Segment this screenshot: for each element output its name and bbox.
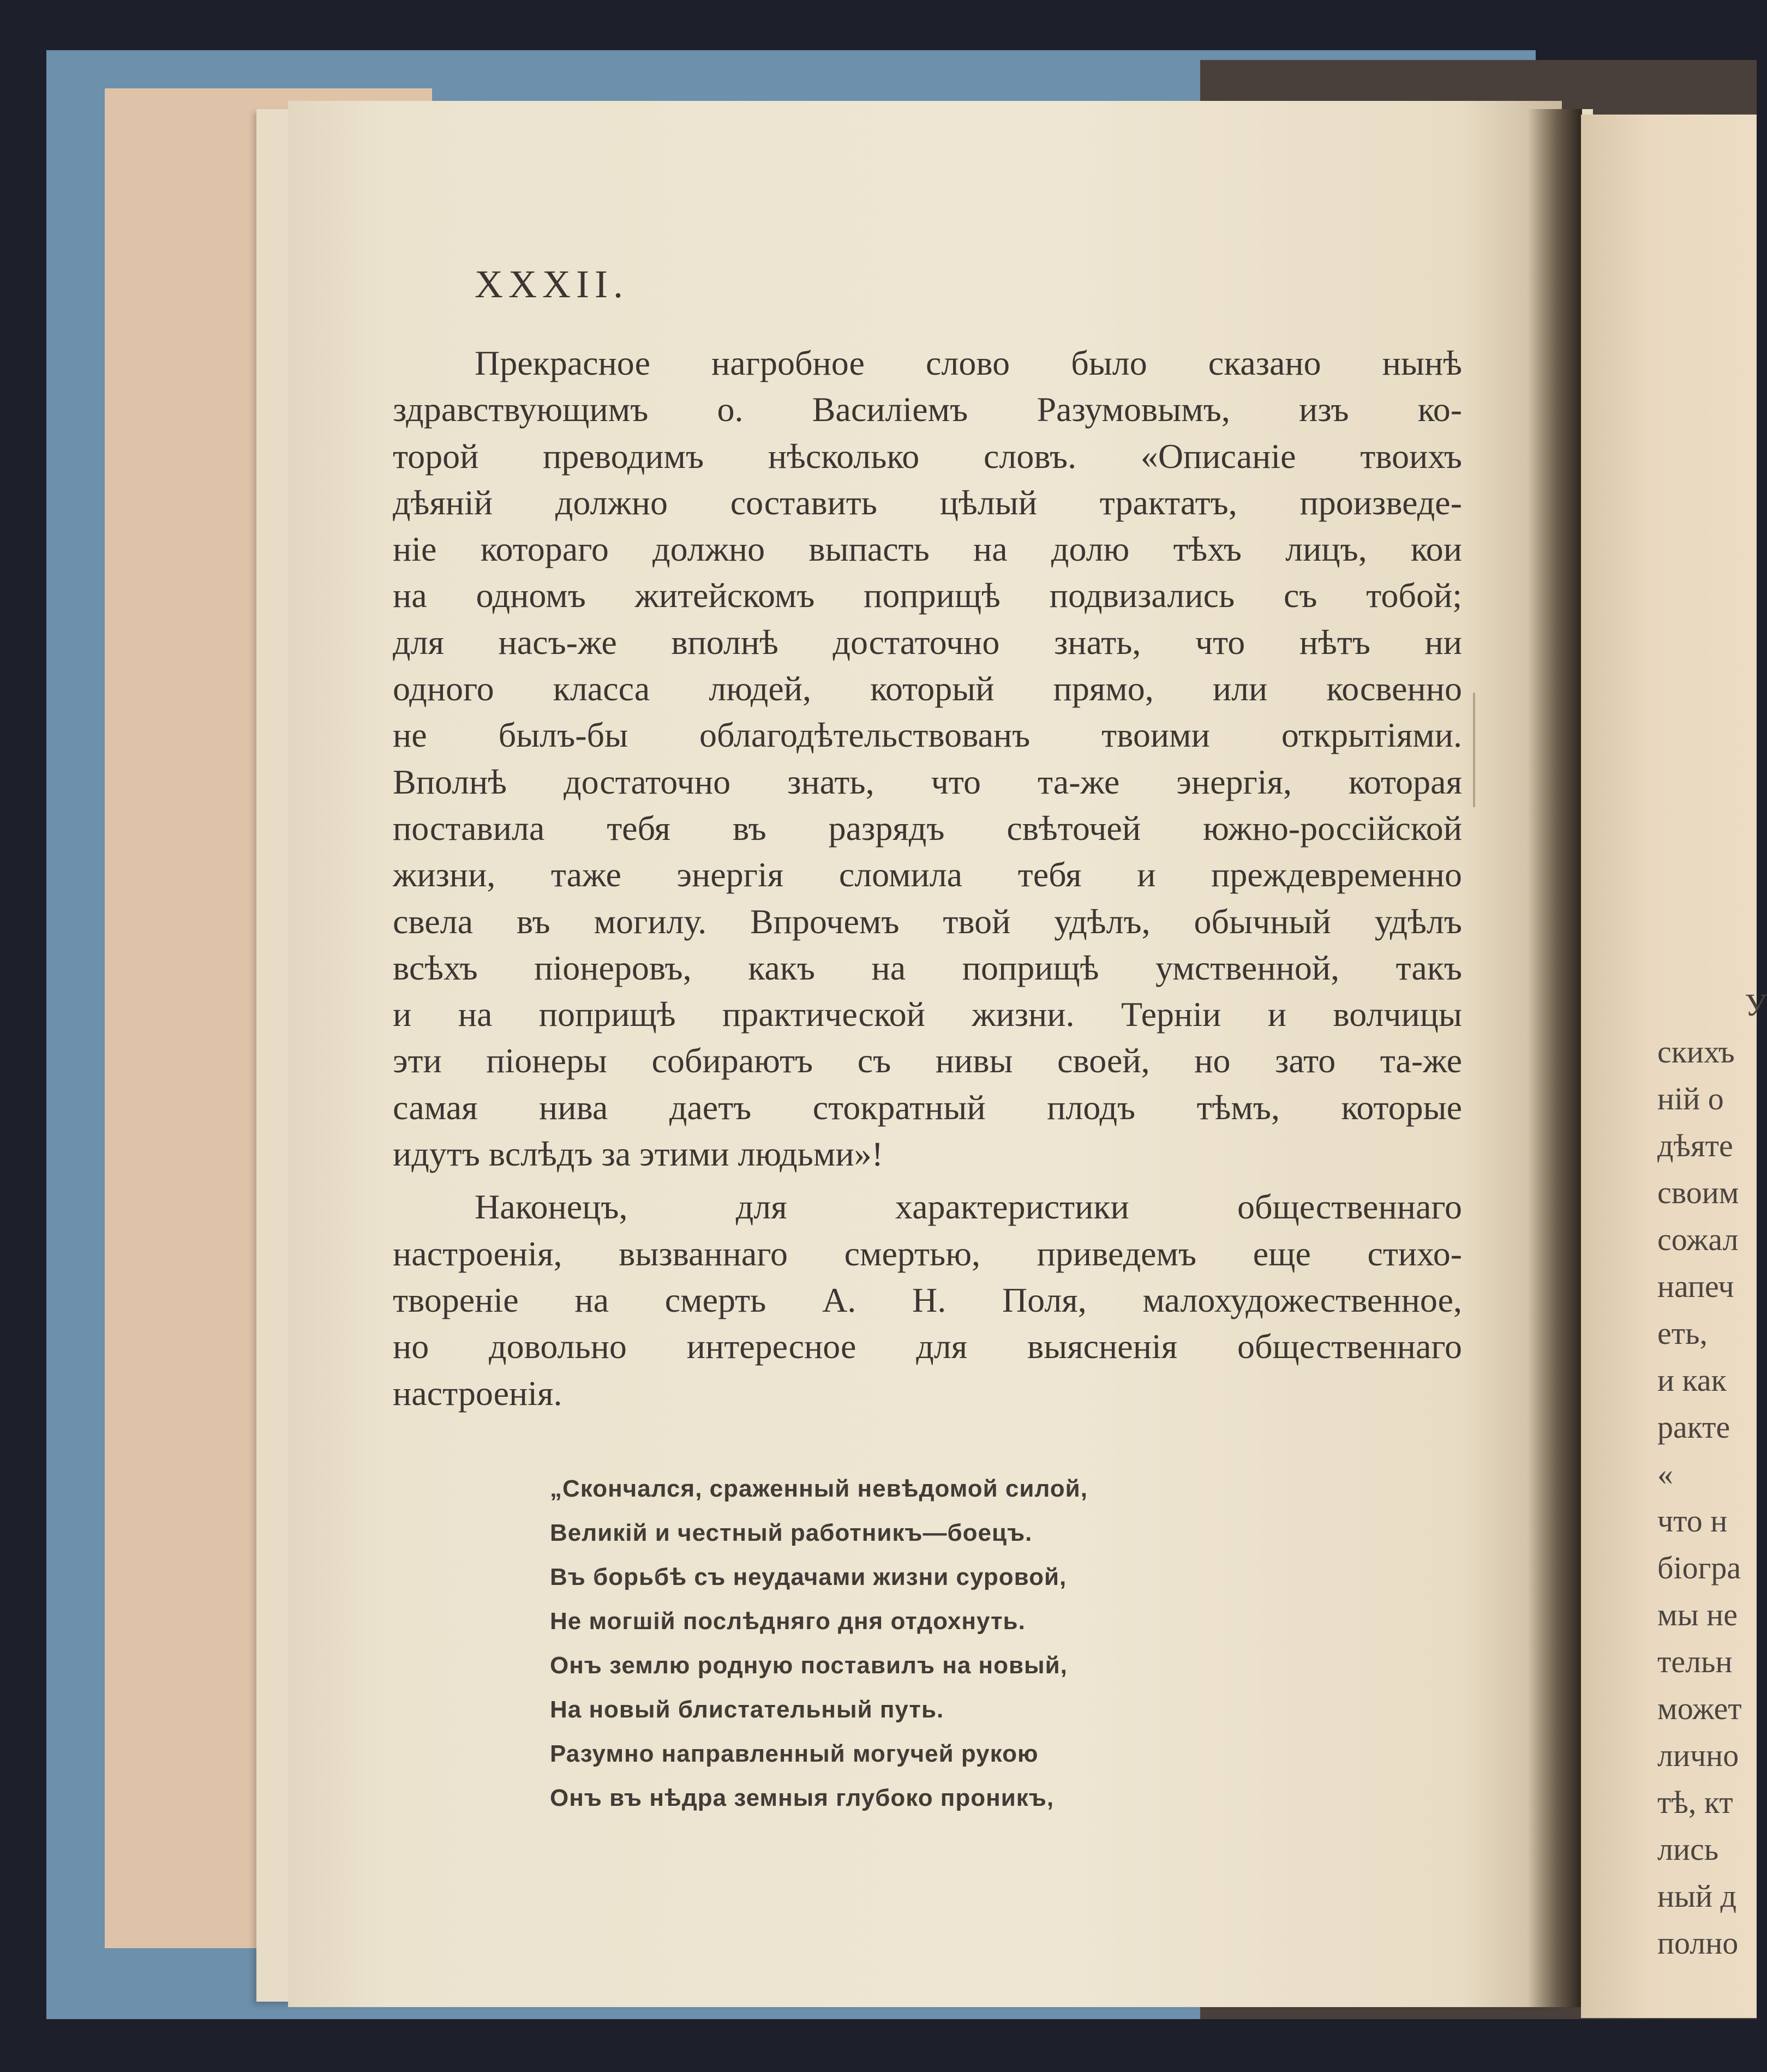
text-line: торой преводимъ нѣсколько словъ. «Описаніе твоихъ xyxy=(393,436,1462,476)
text-line: жизни, таже энергія сломила тебя и преждевременно xyxy=(393,855,1462,894)
background-bottom xyxy=(46,2019,1757,2072)
text-line: для насъ-же вполнѣ достаточно знать, что нѣтъ ни xyxy=(393,622,1462,662)
right-page-line: ній о xyxy=(1657,1081,1724,1116)
right-page-line: и как xyxy=(1657,1362,1727,1398)
poem-block xyxy=(550,1467,1462,1820)
right-page-line: скихъ xyxy=(1657,1034,1735,1070)
text-line: настроенія. xyxy=(393,1373,562,1413)
right-page-initial: У xyxy=(1745,987,1767,1023)
text-line: твореніе на смерть А. Н. Поля, малохудожественное, xyxy=(393,1280,1462,1319)
right-page-line: еть, xyxy=(1657,1316,1708,1351)
right-page-line: напеч xyxy=(1657,1269,1734,1304)
poem-line: Онъ въ нѣдра земныя глубоко проникъ, xyxy=(550,1784,1055,1811)
right-page-line: біогра xyxy=(1657,1550,1741,1585)
right-page-line: ный д xyxy=(1657,1878,1737,1914)
text-line: Наконецъ, для характеристики общественнаго xyxy=(475,1187,1462,1227)
right-page-line: сожал xyxy=(1657,1222,1739,1257)
right-page-line: ракте xyxy=(1657,1409,1730,1445)
page-crease-mark xyxy=(1473,693,1475,807)
text-line: настроенія, вызваннаго смертью, приведемъ еще стихо- xyxy=(393,1234,1462,1273)
poem-line: Не могшій послѣдняго дня отдохнуть. xyxy=(550,1607,1026,1635)
text-line: на одномъ житейскомъ поприщѣ подвизались съ тобой; xyxy=(393,576,1462,615)
chapter-number: XXXII. xyxy=(475,262,628,306)
poem-line: „Скончался, сраженный невѣдомой силой, xyxy=(550,1475,1088,1502)
text-line: не былъ-бы облагодѣтельствованъ твоими открытіями. xyxy=(393,716,1462,755)
text-line: свела въ могилу. Впрочемъ твой удѣлъ, обычный удѣлъ xyxy=(393,902,1462,941)
right-page-line: тѣ, кт xyxy=(1657,1785,1733,1820)
right-page xyxy=(1581,115,1767,2018)
text-line: Вполнѣ достаточно знать, что та-же энергія, которая xyxy=(393,762,1462,801)
left-page-text xyxy=(393,262,1462,1820)
right-page-line: может xyxy=(1657,1691,1742,1726)
text-line: здравствующимъ о. Василіемъ Разумовымъ, изъ ко- xyxy=(393,390,1462,429)
poem-line: Разумно направленный могучей рукою xyxy=(550,1740,1039,1767)
text-line: поставила тебя въ разрядъ свѣточей южно-россійской xyxy=(393,808,1462,848)
text-line: Прекрасное нагробное слово было сказано нынѣ xyxy=(475,344,1462,382)
right-page-line: тельн xyxy=(1657,1644,1733,1679)
text-line: дѣяній должно составить цѣлый трактатъ, произведе- xyxy=(393,483,1462,522)
right-page-line: дѣяте xyxy=(1657,1128,1733,1163)
right-page-line: лично xyxy=(1657,1738,1739,1773)
paragraph-eulogy xyxy=(393,340,1462,1177)
text-line: всѣхъ піонеровъ, какъ на поприщѣ умственной, такъ xyxy=(393,948,1462,987)
right-page-text xyxy=(1657,982,1767,1967)
poem-line: На новый блистательный путь. xyxy=(550,1696,944,1723)
book-gutter xyxy=(1528,109,1582,2007)
text-line: и на поприщѣ практической жизни. Терніи и волчицы xyxy=(393,995,1462,1034)
poem-line: Онъ землю родную поставилъ на новый, xyxy=(550,1651,1068,1679)
text-line: идутъ вслѣдъ за этими людьми»! xyxy=(393,1134,883,1174)
text-line: но довольно интересное для выясненія общественнаго xyxy=(393,1327,1462,1366)
right-page-line: своим xyxy=(1657,1175,1739,1210)
paragraph-conclusion xyxy=(393,1184,1462,1416)
right-page-line: мы не xyxy=(1657,1597,1738,1632)
right-page-line: лись xyxy=(1657,1831,1719,1867)
right-page-line: « xyxy=(1657,1456,1673,1492)
poem-line: Великій и честный работникъ—боецъ. xyxy=(550,1519,1033,1546)
poem-line: Въ борьбѣ съ неудачами жизни суровой, xyxy=(550,1563,1067,1590)
right-page-line: полно xyxy=(1657,1925,1739,1961)
text-line: самая нива даетъ стократный плодъ тѣмъ, которые xyxy=(393,1088,1462,1127)
text-line: одного класса людей, который прямо, или косвенно xyxy=(393,669,1462,708)
text-line: ніе котораго должно выпасть на долю тѣхъ лицъ, кои xyxy=(393,530,1462,569)
text-line: эти піонеры собираютъ съ нивы своей, но зато та-же xyxy=(393,1041,1462,1080)
right-page-line: что н xyxy=(1657,1503,1728,1539)
